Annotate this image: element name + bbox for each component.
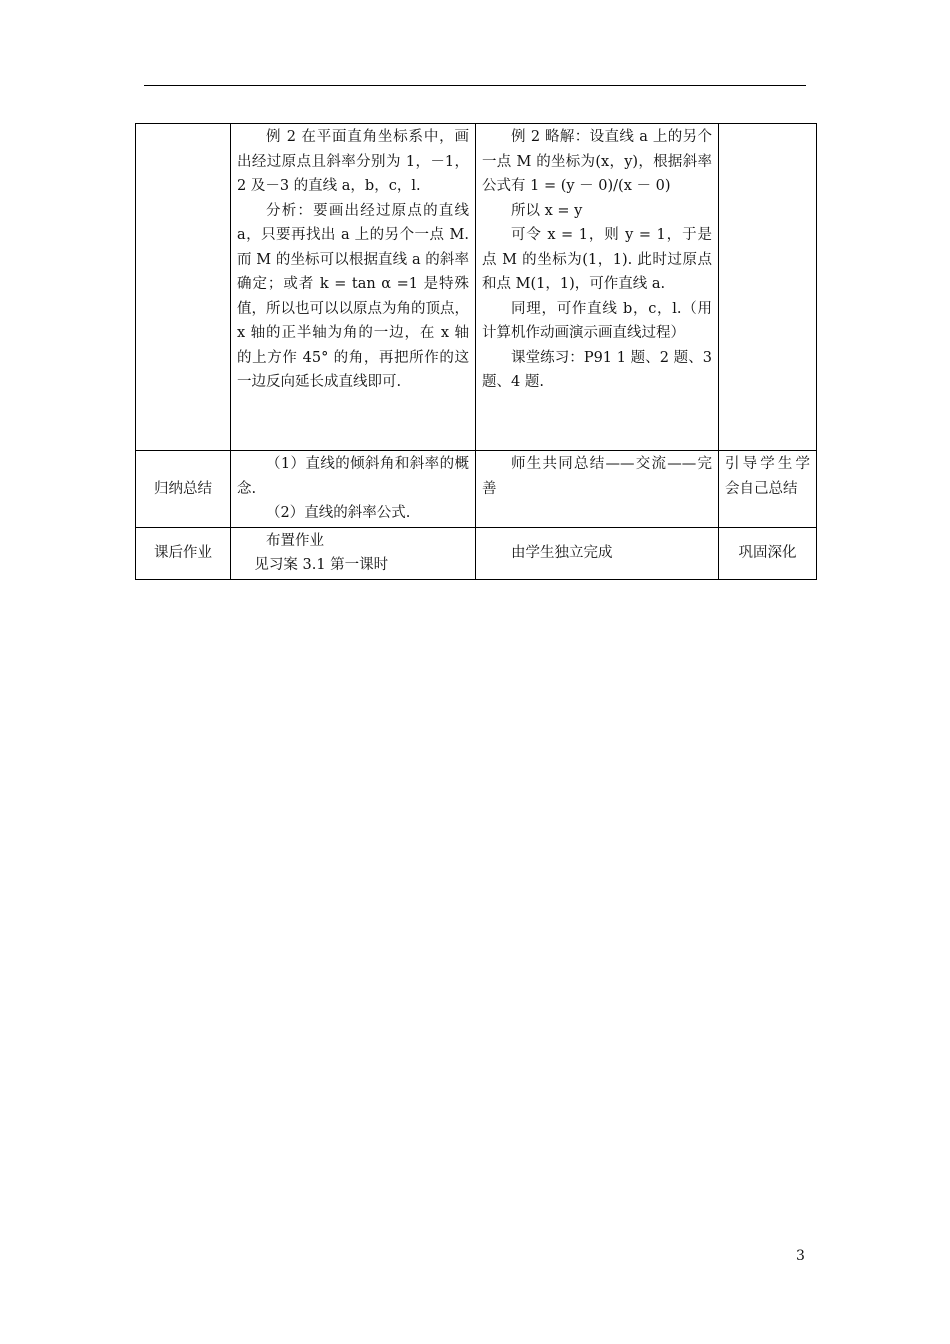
homework-activity-cell: [476, 527, 719, 579]
homework-intent-cell: [719, 527, 817, 579]
table-row-example: [136, 124, 817, 451]
summary-intent: 引导学生学会自己总结: [725, 456, 810, 497]
summary-item: （2）直线的斜率公式.: [266, 505, 411, 521]
summary-activity: 师生共同总结——交流——完善: [482, 456, 712, 497]
summary-activity-cell: [476, 451, 719, 528]
summary-item: （1）直线的倾斜角和斜率的概念.: [237, 456, 469, 497]
table-row-homework: [136, 527, 817, 579]
summary-label: 归纳总结: [136, 451, 231, 528]
table-row-summary: [136, 451, 817, 528]
solution-line: 例 2 略解：设直线 a 上的另个一点 M 的坐标为(x，y)，根据斜率公式有 1 = (y － 0)/(x － 0): [482, 129, 712, 194]
solution-line: 课堂练习：P91 1 题、2 题、3 题、4 题.: [482, 349, 712, 390]
header-rule: [144, 85, 806, 86]
example-content-cell: [231, 124, 476, 451]
homework-intent: 巩固深化: [738, 544, 797, 561]
page-number: 3: [796, 1248, 805, 1264]
homework-activity: 由学生独立完成: [511, 544, 613, 561]
summary-content-cell: [231, 451, 476, 528]
homework-item: 见习案 3.1 第一课时: [254, 557, 389, 573]
homework-label: 课后作业: [136, 527, 231, 579]
solution-line: 所以 x = y: [511, 202, 583, 219]
example-problem: 例 2 在平面直角坐标系中，画出经过原点且斜率分别为 1，－1，2 及－3 的直线 a，b，c，l.: [237, 129, 469, 194]
summary-intent-cell: [719, 451, 817, 528]
example-solution-cell: [476, 124, 719, 451]
row-label-cell: [136, 124, 231, 451]
homework-item: 布置作业: [266, 532, 324, 549]
example-analysis: 分析：要画出经过原点的直线 a，只要再找出 a 上的另个一点 M. 而 M 的坐标可以根据直线 a 的斜率确定；或者 k = tan α =1 是特殊值，所以也可以以原点为角的顶点，x 轴的正半轴为角的一边，在 x 轴的上方作 45° 的角，再把所作的这一边反向延长成直线即可.: [237, 202, 469, 390]
lesson-plan-table: [135, 123, 817, 580]
example-intent-cell: [719, 124, 817, 451]
solution-line: 同理，可作直线 b，c，l.（用计算机作动画演示画直线过程）: [482, 300, 712, 341]
homework-content-cell: [231, 527, 476, 579]
solution-line: 可令 x = 1，则 y = 1，于是点 M 的坐标为(1，1). 此时过原点和点 M(1，1)，可作直线 a.: [482, 227, 712, 292]
